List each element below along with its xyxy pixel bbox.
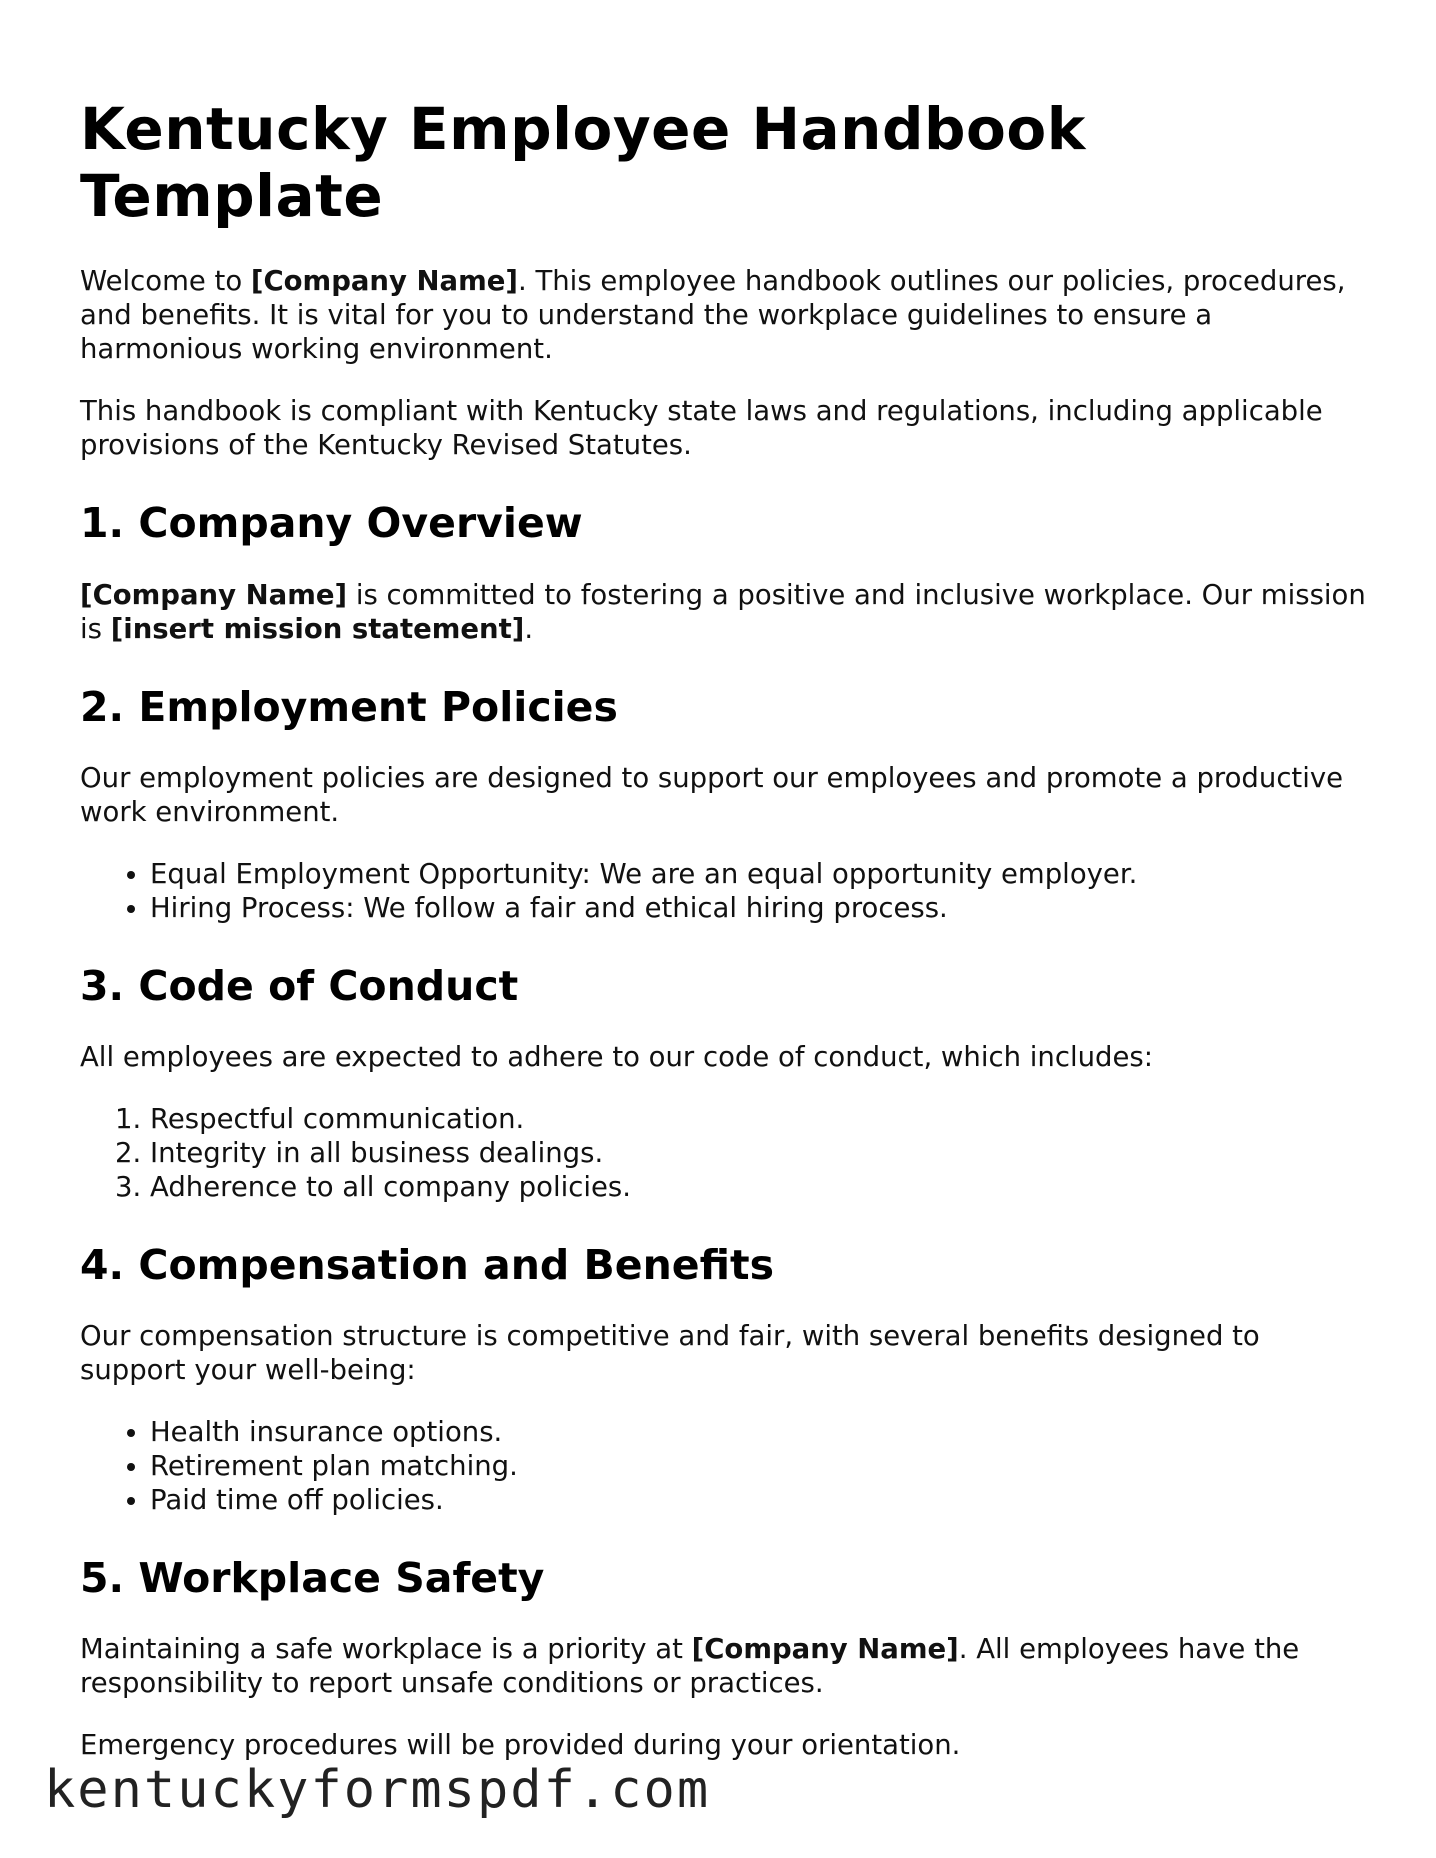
overview-text: is committed to fostering a positive and inclusive workplace. Our mission is: [80, 578, 1366, 645]
list-item: 1. Respectful communication.: [150, 1102, 1370, 1136]
document-title: Kentucky Employee Handbook Template: [80, 95, 1086, 230]
intro-paragraph-1: [80, 264, 1370, 366]
compensation-list: [80, 1415, 1370, 1517]
section-heading-employment: 2. Employment Policies: [80, 682, 618, 731]
list-item: • Paid time off policies.: [150, 1483, 1370, 1517]
intro-text: Welcome to: [80, 265, 251, 298]
safety-paragraph: [80, 1632, 1370, 1700]
list-item: • Equal Employment Opportunity: We are an equal opportunity employer.: [150, 857, 1370, 891]
section-heading-conduct: 3. Code of Conduct: [80, 961, 519, 1010]
overview-text: .: [524, 612, 534, 645]
employment-list: [80, 857, 1370, 925]
section-heading-safety: 5. Workplace Safety: [80, 1553, 545, 1602]
intro-text: . This employee handbook outlines our policies, procedures, and benefits. It is vital for you to understand the workplace guidelines to ensure a harmonious working environment.: [80, 265, 1346, 366]
list-item: • Retirement plan matching.: [150, 1449, 1370, 1483]
list-item: 2. Integrity in all business dealings.: [150, 1136, 1370, 1170]
document-page: [80, 96, 1370, 1790]
site-watermark: kentuckyformspdf.com: [44, 1760, 711, 1820]
conduct-paragraph: All employees are expected to adhere to our code of conduct, which includes:: [80, 1040, 1154, 1073]
company-name-placeholder: [Company Name]: [80, 578, 348, 611]
overview-paragraph: [80, 578, 1370, 646]
company-name-placeholder: [Company Name]: [250, 265, 518, 298]
compensation-paragraph: Our compensation structure is competitive and fair, with several benefits designed to support your well-being:: [80, 1319, 1260, 1386]
employment-paragraph: Our employment policies are designed to support our employees and promote a productive work environment.: [80, 761, 1344, 828]
safety-text: . All employees have the responsibility to report unsafe conditions or practices.: [80, 1633, 1300, 1700]
list-item: 3. Adherence to all company policies.: [150, 1170, 1370, 1204]
mission-placeholder: [insert mission statement]: [110, 612, 525, 645]
conduct-list: [80, 1102, 1370, 1204]
list-item: • Hiring Process: We follow a fair and ethical hiring process.: [150, 891, 1370, 925]
section-heading-overview: 1. Company Overview: [80, 499, 583, 548]
list-item: • Health insurance options.: [150, 1415, 1370, 1449]
company-name-placeholder: [Company Name]: [691, 1633, 959, 1666]
safety-paragraph-2: Emergency procedures will be provided during your orientation.: [80, 1729, 961, 1762]
intro-paragraph-2: This handbook is compliant with Kentucky state laws and regulations, including applicable provisions of the Kentucky Revised Statutes.: [80, 395, 1323, 462]
section-heading-compensation: 4. Compensation and Benefits: [80, 1240, 774, 1289]
safety-text: Maintaining a safe workplace is a priority at: [80, 1633, 692, 1666]
